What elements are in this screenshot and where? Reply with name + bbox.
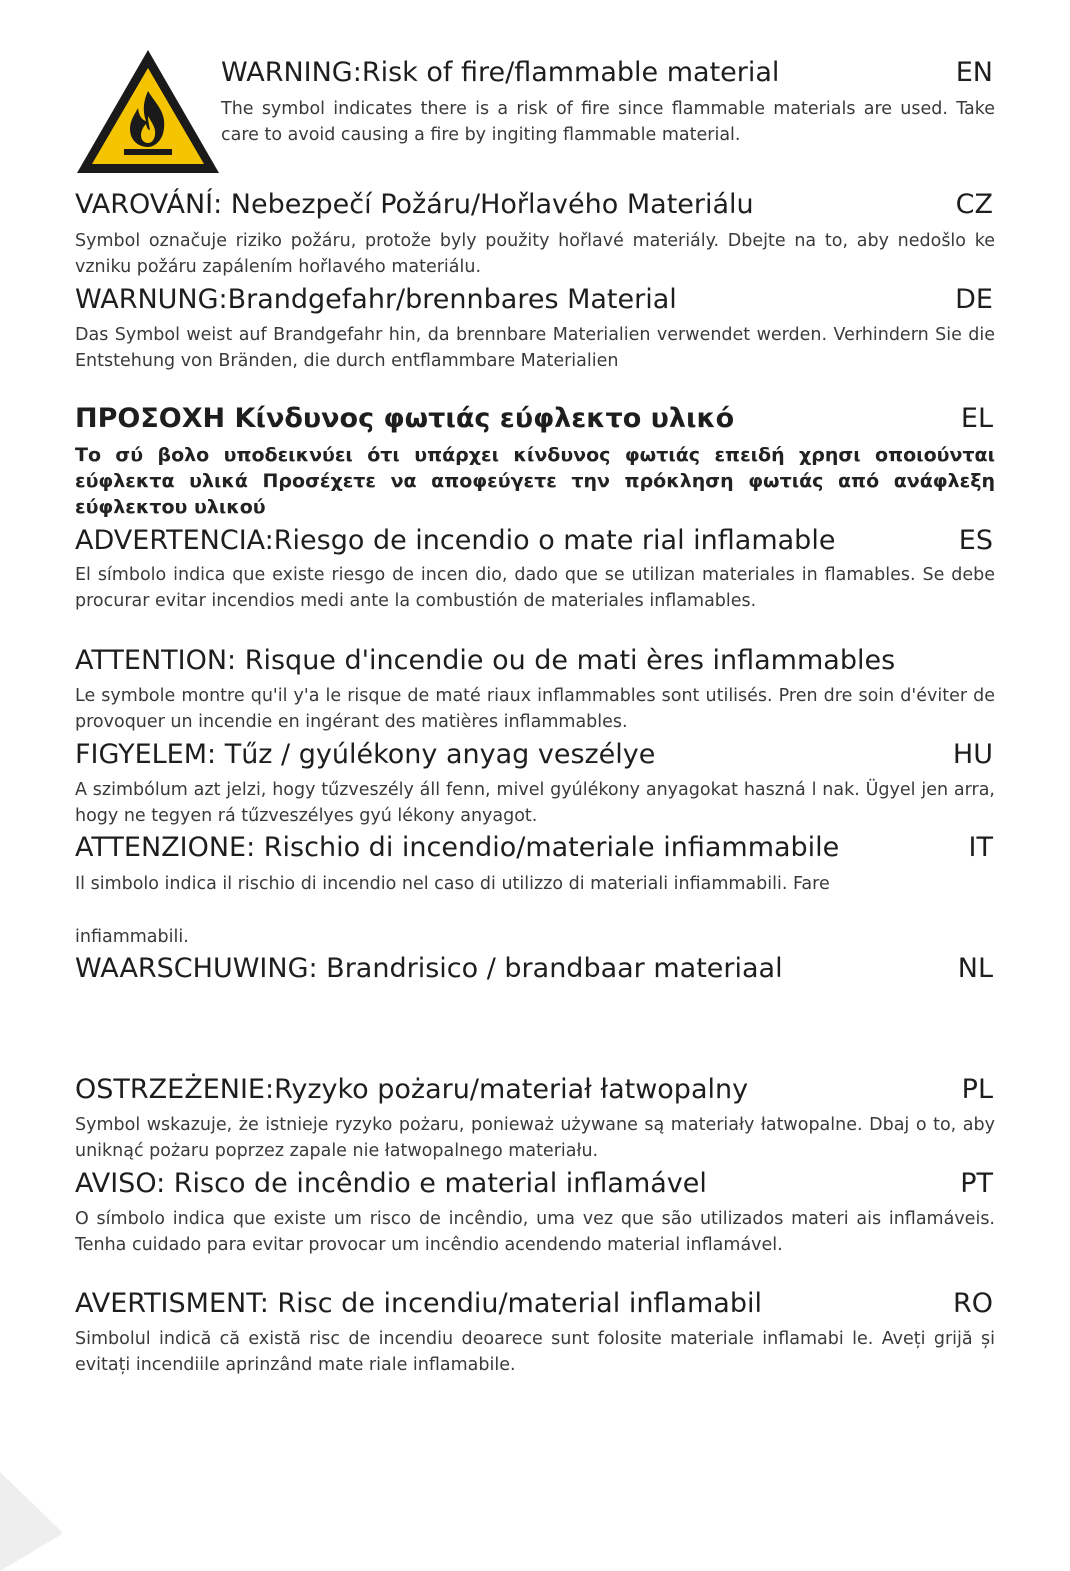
section-body-it-continued: infiammabili. [75,927,189,947]
language-code: EN [955,57,993,88]
heading-text: ΠΡΟΣΟΧΗ Κίνδυνος φωτιάς εύφλεκτο υλικό [75,403,735,434]
language-code: CZ [955,189,993,220]
section-body-el: Το σύ βολο υποδεικνύει ότι υπάρχει κίνδυνος φωτιάς επειδή χρησι οποιούνται εύφλεκτα υλικά Προσέχετε να αποφεύγετε την πρόκληση φωτιάς από ανάφλεξη εύφλεκτου υλικού [75,444,995,518]
heading-text: FIGYELEM: Tűz / gyúlékony anyag veszélye [75,739,656,770]
section-body-es: El símbolo indica que existe riesgo de incen dio, dado que se utilizan materiales in flamables. Se debe procurar evitar incendios medi ante la combustión de materiales inflamables. [75,565,995,611]
language-code: EL [960,403,993,434]
language-code: NL [957,953,993,984]
section-body-cz: Symbol označuje riziko požáru, protože byly použity hořlavé materiály. Dbejte na to, aby nedošlo ke vzniku požáru zapálením hořlavého materiálu. [75,231,995,277]
language-code: PL [961,1074,993,1105]
language-code: HU [952,739,993,770]
heading-text: ADVERTENCIA:Riesgo de incendio o mate rial inflamable [75,525,836,556]
page-corner-decoration [0,1472,70,1571]
language-code: DE [955,284,993,315]
language-code: IT [968,832,993,863]
heading-text: OSTRZEŻENIE:Ryzyko pożaru/materiał łatwopalny [75,1074,749,1105]
heading-text: WARNUNG:Brandgefahr/brennbares Material [75,284,677,315]
heading-text: VAROVÁNÍ: Nebezpečí Požáru/Hořlavého Materiálu [75,189,754,220]
language-code: RO [952,1288,993,1319]
heading-text: AVISO: Risco de incêndio e material inflamável [75,1168,707,1199]
section-body-it: Il simbolo indica il rischio di incendio nel caso di utilizzo di materiali infiammabili. Fare [75,874,830,894]
heading-text: ATTENZIONE: Rischio di incendio/materiale infiammabile [75,832,840,863]
section-body-pt: O símbolo indica que existe um risco de incêndio, uma vez que são utilizados materi ais inflamáveis. Tenha cuidado para evitar provocar um incêndio acendendo material inflamável. [75,1209,995,1255]
section-body-fr: Le symbole montre qu'il y'a le risque de maté riaux inflammables sont utilisés. Pren dre soin d'éviter de provoquer un incendie en ingérant des matières inflammables. [75,686,995,732]
heading-text: WAARSCHUWING: Brandrisico / brandbaar materiaal [75,953,783,984]
section-body-hu: A szimbólum azt jelzi, hogy tűzveszély áll fenn, mivel gyúlékony anyagokat haszná l nak. Ügyel jen arra, hogy ne tegyen rá tűzveszélyes gyú lékony anyagot. [75,780,995,826]
language-code: PT [960,1168,993,1199]
section-body-en: The symbol indicates there is a risk of fire since flammable materials are used. Take care to avoid causing a fire by ingiting flammable material. [221,99,995,145]
language-code: ES [958,525,993,556]
heading-text: WARNING:Risk of fire/flammable material [221,57,780,88]
section-body-de: Das Symbol weist auf Brandgefahr hin, da brennbare Materialien verwendet werden. Verhindern Sie die Entstehung von Bränden, die durch entflammbare Materialien [75,325,995,371]
flame-warning-icon [74,46,222,176]
section-body-ro: Simbolul indică că există risc de incendiu deoarece sunt folosite materiale inflamabi le. Aveți grijă și evitați incendiile aprinzând mate riale inflamabile. [75,1329,995,1375]
heading-text: AVERTISMENT: Risc de incendiu/material inflamabil [75,1288,762,1319]
section-body-pl: Symbol wskazuje, że istnieje ryzyko pożaru, ponieważ używane są materiały łatwopalne. Dbaj o to, aby uniknąć pożaru poprzez zapale nie łatwopalnego materiału. [75,1115,995,1161]
heading-text: ATTENTION: Risque d'incendie ou de mati ères inflammables [75,645,896,676]
